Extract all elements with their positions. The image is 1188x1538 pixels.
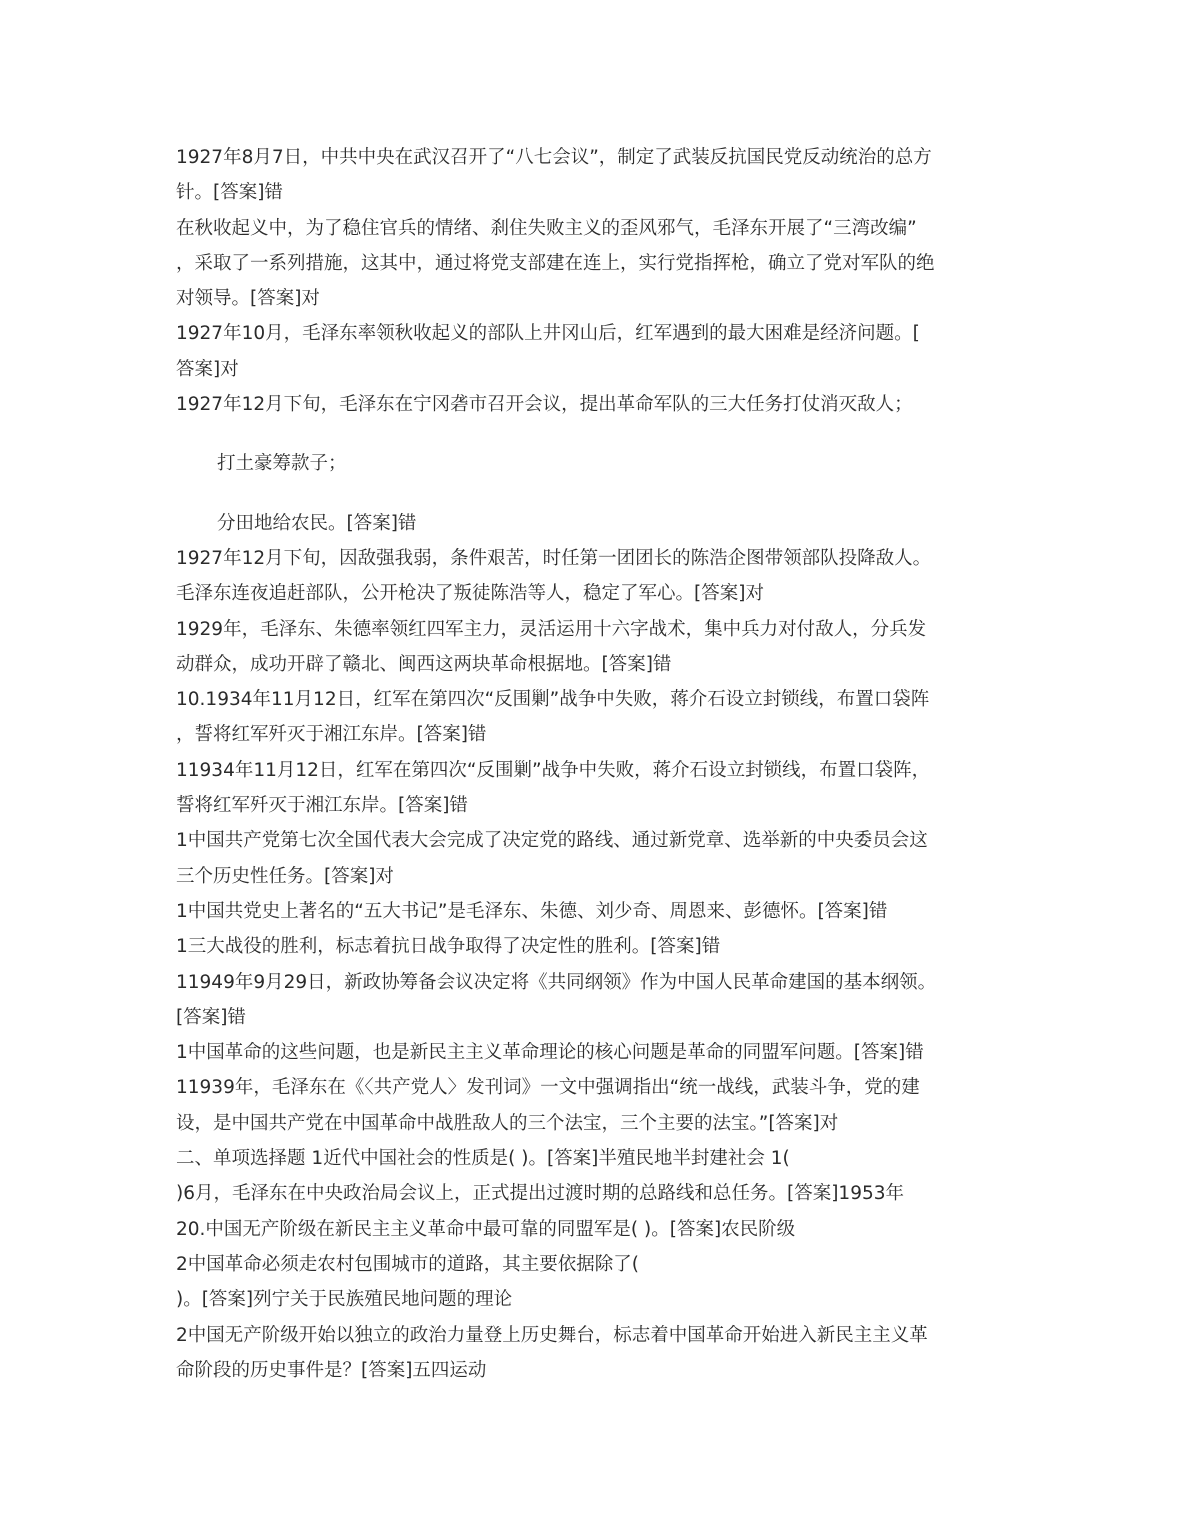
text-line: 1927年8月7日，中共中央在武汉召开了“八七会议”，制定了武装反抗国民党反动统治的总方 xyxy=(176,147,932,168)
paragraph-gap xyxy=(176,422,1016,446)
text-line: ，采取了一系列措施，这其中，通过将党支部建在连上，实行党指挥枪，确立了党对军队的绝 xyxy=(176,252,935,274)
text-line: 11939年，毛泽东在《〈共产党人〉发刊词》一文中强调指出“统一战线，武装斗争，党的建 xyxy=(176,1077,920,1099)
text-line: )。[答案]列宁关于民族殖民地问题的理论 xyxy=(176,1289,513,1311)
text-line: [答案]错 xyxy=(176,1006,246,1028)
text-line: 命阶段的历史事件是？[答案]五四运动 xyxy=(176,1359,487,1381)
text-line: 针。[答案]错 xyxy=(176,182,283,204)
text-line: 1中国革命的这些问题，也是新民主主义革命理论的核心问题是革命的同盟军问题。[答案]错 xyxy=(176,1042,924,1064)
text-line: 誓将红军歼灭于湘江东岸。[答案]错 xyxy=(176,795,468,817)
text-line: 对领导。[答案]对 xyxy=(176,288,320,310)
text-line: 2中国革命必须走农村包围城市的道路，其主要依据除了( xyxy=(176,1253,639,1275)
text-line: 毛泽东连夜追赶部队，公开枪决了叛徒陈浩等人，稳定了军心。[答案]对 xyxy=(176,583,764,605)
text-line: 10.1934年11月12日，红军在第四次“反围剿”战争中失败，蒋介石设立封锁线，布置口袋阵 xyxy=(176,689,930,711)
text-line: 打土豪筹款子； xyxy=(217,453,347,475)
text-line: 分田地给农民。[答案]错 xyxy=(217,512,417,534)
text-line: 三个历史性任务。[答案]对 xyxy=(176,865,394,887)
text-line: 1中国共产党第七次全国代表大会完成了决定党的路线、通过新党章、选举新的中央委员会这 xyxy=(176,830,928,852)
text-line: 11934年11月12日，红军在第四次“反围剿”战争中失败，蒋介石设立封锁线，布置口袋阵， xyxy=(176,759,931,781)
text-line: 在秋收起义中，为了稳住官兵的情绪、刹住失败主义的歪风邪气，毛泽东开展了“三湾改编” xyxy=(176,217,917,239)
text-line: 1929年，毛泽东、朱德率领红四军主力，灵活运用十六字战术，集中兵力对付敌人，分兵发 xyxy=(176,618,927,640)
text-line: )6月，毛泽东在中央政治局会议上，正式提出过渡时期的总路线和总任务。[答案]1953年 xyxy=(176,1183,905,1205)
text-line: 1927年10月，毛泽东率领秋收起义的部队上井冈山后，红军遇到的最大困难是经济问题。[ xyxy=(176,323,920,345)
text-line: ，誓将红军歼灭于湘江东岸。[答案]错 xyxy=(176,724,487,746)
text-line: 2中国无产阶级开始以独立的政治力量登上历史舞台，标志着中国革命开始进入新民主主义革 xyxy=(176,1324,928,1346)
text-line: 1中国共党史上著名的“五大书记”是毛泽东、朱德、刘少奇、周恩来、彭德怀。[答案]错 xyxy=(176,900,888,922)
text-line: 动群众，成功开辟了赣北、闽西这两块革命根据地。[答案]错 xyxy=(176,653,672,675)
text-line: 1927年12月下旬，毛泽东在宁冈砻市召开会议，提出革命军队的三大任务打仗消灭敌人； xyxy=(176,394,913,416)
text-line: 1927年12月下旬，因敌强我弱，条件艰苦，时任第一团团长的陈浩企图带领部队投降敌人。 xyxy=(176,547,932,569)
text-line: 1三大战役的胜利，标志着抗日战争取得了决定性的胜利。[答案]错 xyxy=(176,936,721,958)
document-body xyxy=(176,140,1016,1388)
text-line: 设，是中国共产党在中国革命中战胜敌人的三个法宝，三个主要的法宝。”[答案]对 xyxy=(176,1112,839,1134)
text-line: 11949年9月29日，新政协筹备会议决定将《共同纲领》作为中国人民革命建国的基本纲领。 xyxy=(176,971,937,993)
text-line: 答案]对 xyxy=(176,358,239,380)
text-line: 20.中国无产阶级在新民主主义革命中最可靠的同盟军是( )。[答案]农民阶级 xyxy=(176,1218,796,1240)
text-line: 二、单项选择题 1近代中国社会的性质是( )。[答案]半殖民地半封建社会 1( xyxy=(176,1148,790,1170)
paragraph-gap xyxy=(176,482,1016,506)
